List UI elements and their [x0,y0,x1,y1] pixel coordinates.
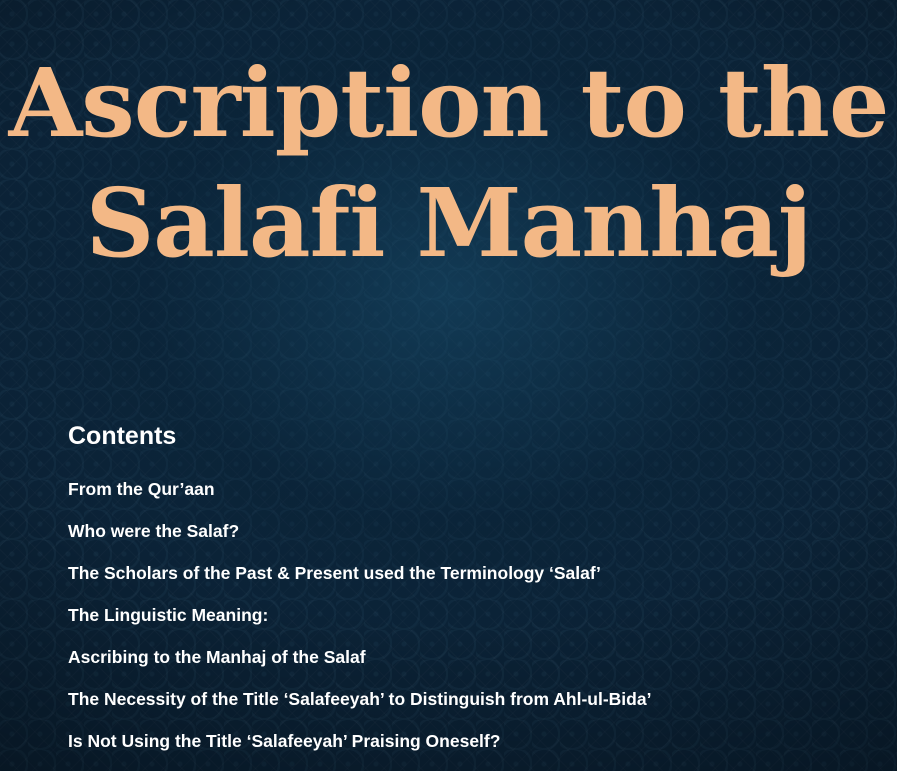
contents-item-linguistic-meaning[interactable]: The Linguistic Meaning: [68,605,269,625]
table-of-contents [68,420,878,762]
contents-item-scholars-terminology[interactable]: The Scholars of the Past & Present used the Terminology ‘Salaf’ [68,563,601,583]
contents-item-who-were-the-salaf[interactable]: Who were the Salaf? [68,521,240,541]
contents-item-ascribing-to-manhaj[interactable]: Ascribing to the Manhaj of the Salaf [68,647,366,667]
page-title [0,44,897,284]
contents-item-praising-oneself[interactable]: Is Not Using the Title ‘Salafeeyah’ Praising Oneself? [68,731,501,751]
contents-item-necessity-of-title[interactable]: The Necessity of the Title ‘Salafeeyah’ to Distinguish from Ahl-ul-Bida’ [68,689,652,709]
contents-list [68,468,878,762]
title-line-1: Ascription to the [8,48,889,159]
contents-heading: Contents [68,422,177,450]
contents-item-from-the-quraan[interactable]: From the Qur’aan [68,479,215,499]
title-line-2: Salafi Manhaj [85,168,812,279]
